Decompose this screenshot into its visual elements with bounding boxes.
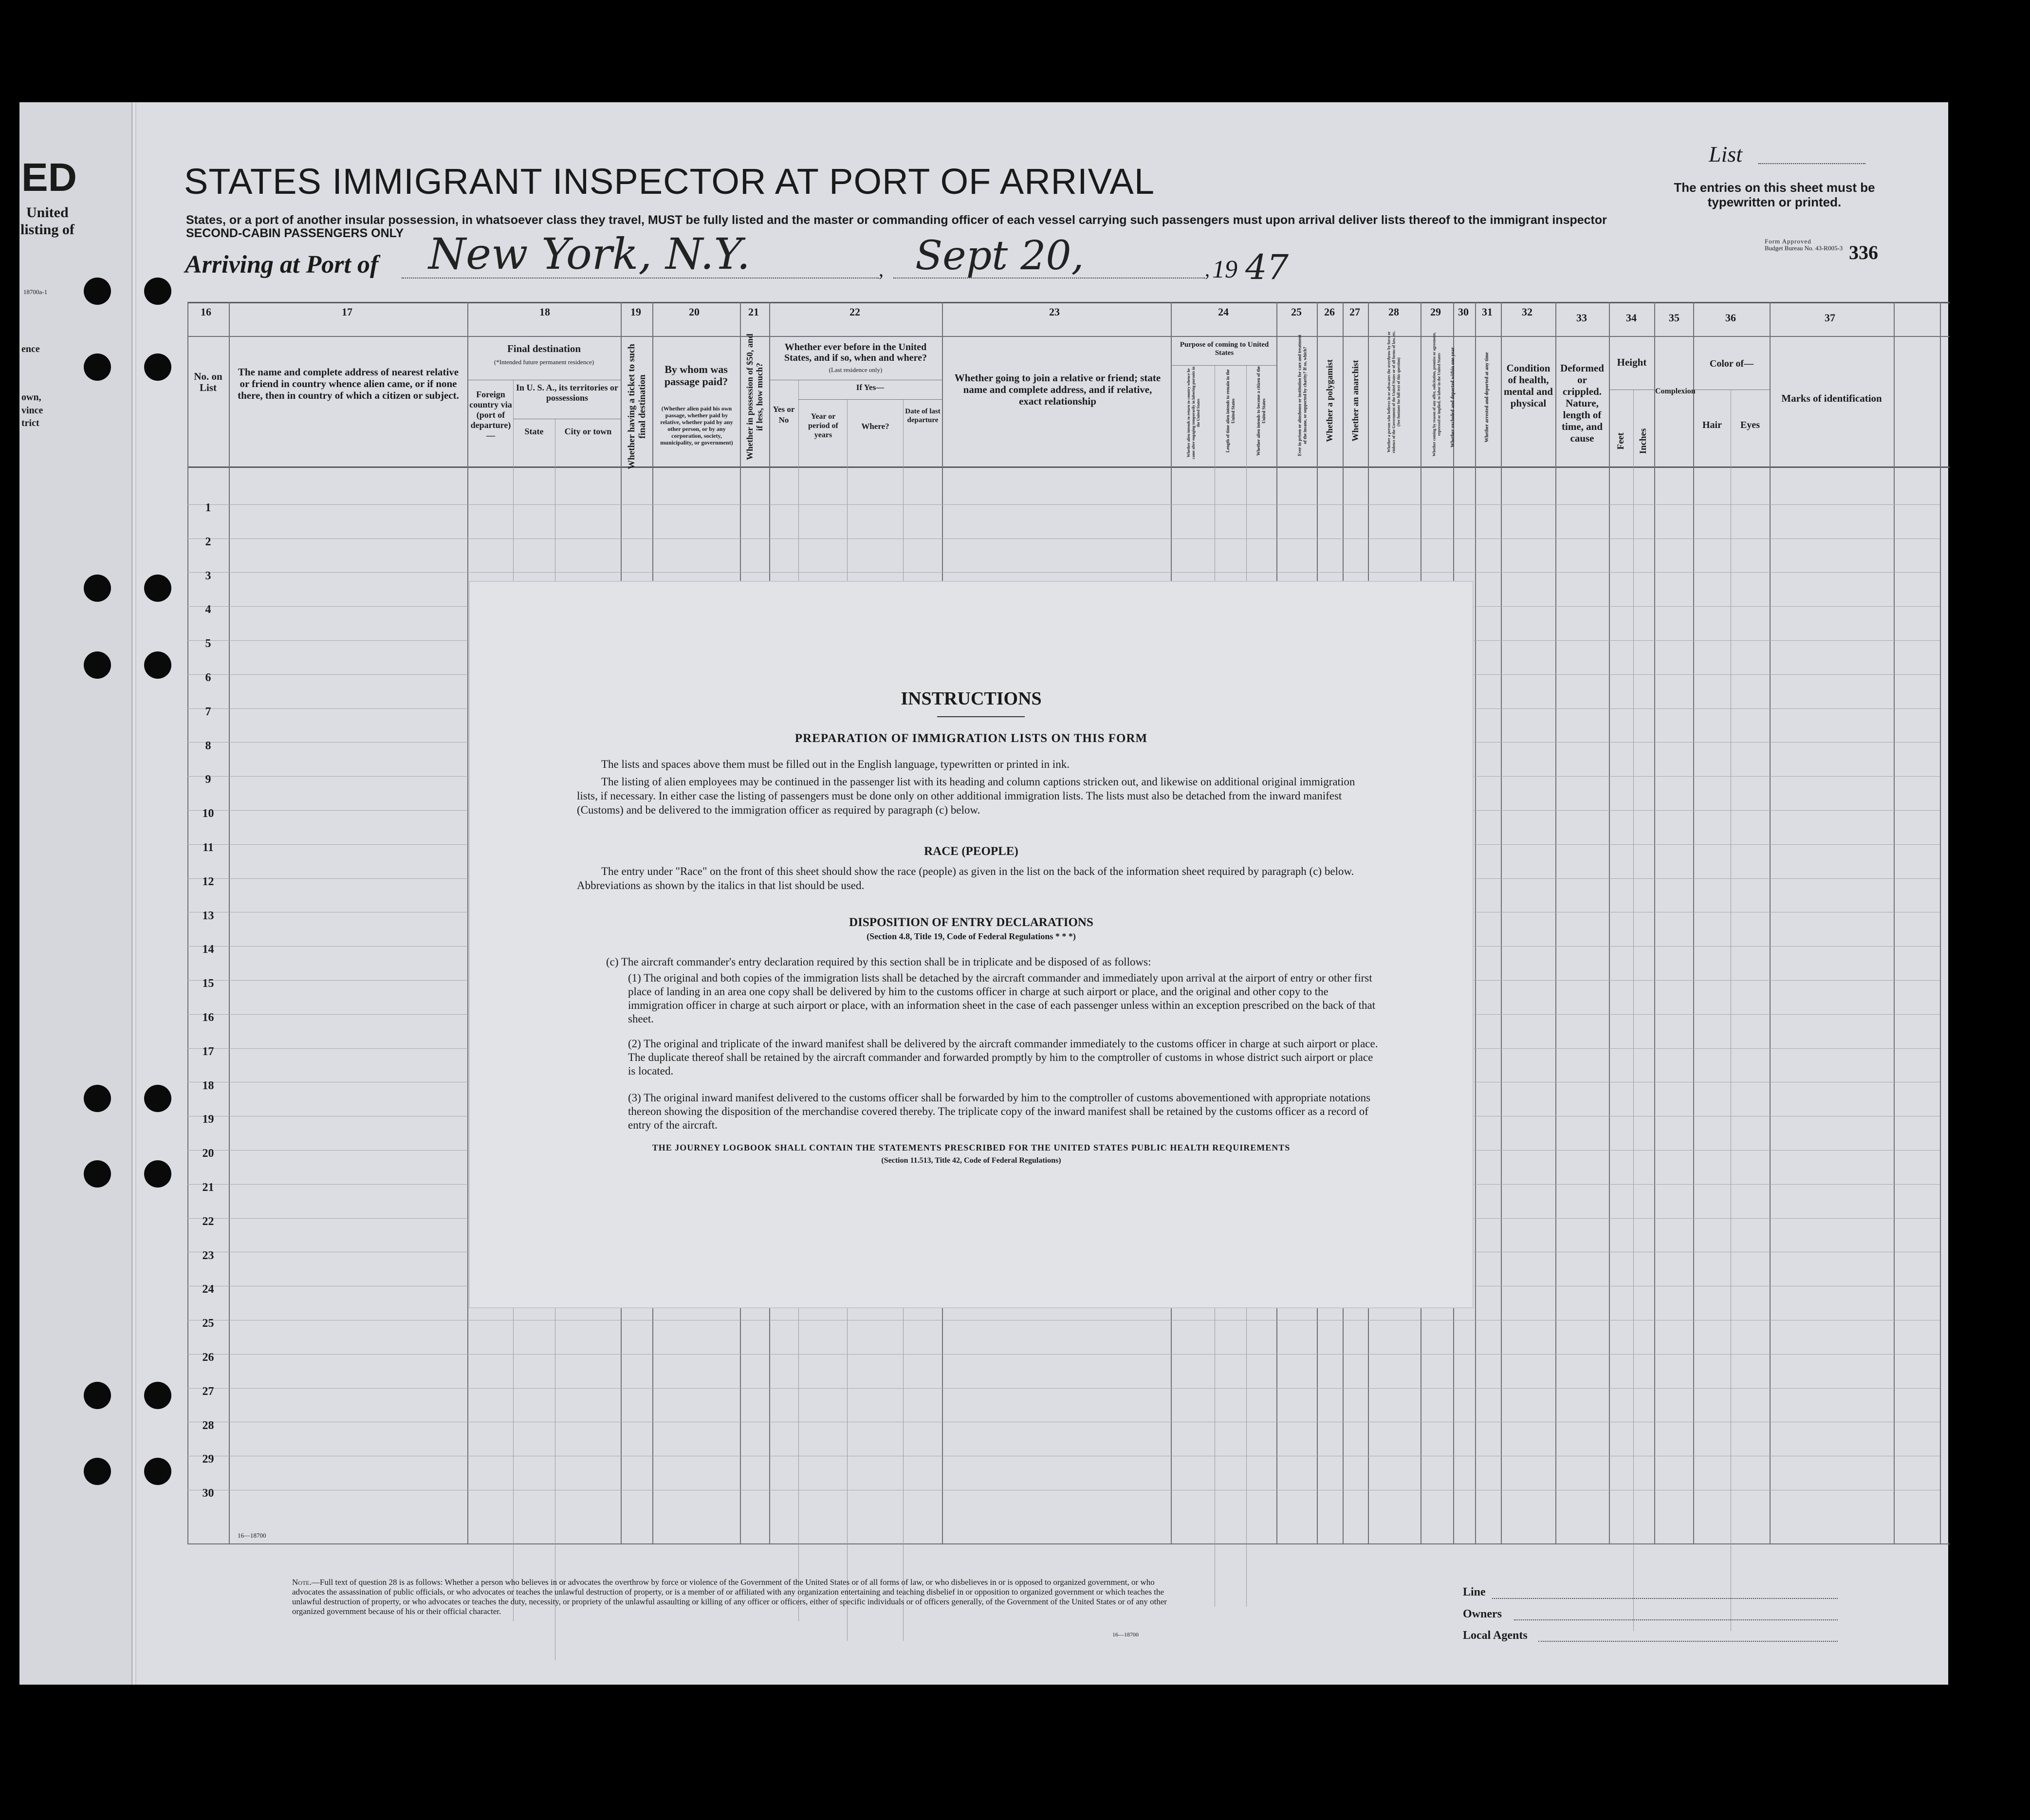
col-num-21: 21 <box>748 306 759 318</box>
punch-hole <box>84 575 111 602</box>
column-line <box>467 302 468 1543</box>
footnote <box>292 1578 1183 1616</box>
row-number: 11 <box>203 841 214 854</box>
row-number: 30 <box>202 1487 214 1500</box>
col18-title: Final destination <box>507 343 581 354</box>
row-number: 16 <box>202 1011 214 1024</box>
left-strip-hdr2: own, <box>21 392 41 403</box>
row-number: 17 <box>202 1045 214 1058</box>
col22-date: Date of last departure <box>905 408 941 424</box>
column-line <box>1940 302 1941 1543</box>
col36-title: Color of— <box>1709 358 1754 369</box>
local-agents-label: Local Agents <box>1463 1629 1528 1642</box>
punch-hole <box>144 1382 171 1409</box>
row-number: 1 <box>205 501 211 514</box>
budget-bureau: Budget Bureau No. 43-R005-3 <box>1765 244 1843 252</box>
punch-hole <box>84 353 111 381</box>
row-number: 14 <box>202 943 214 956</box>
line-underline <box>1492 1598 1838 1599</box>
row-number: 8 <box>205 739 211 752</box>
col-num-25: 25 <box>1291 306 1302 318</box>
col-num-37: 37 <box>1825 312 1835 324</box>
col-num-24: 24 <box>1218 306 1229 318</box>
row-number: 4 <box>205 603 211 616</box>
column-line <box>229 302 230 1543</box>
table-top-rule <box>187 302 1950 303</box>
col25-header: Ever in prison or almshouse or institution for care and treatment of the insane, or supported by charity? If so, which? <box>1297 334 1308 456</box>
form-title: STATES IMMIGRANT INSPECTOR AT PORT OF ARRIVAL <box>184 161 1155 202</box>
col-num-35: 35 <box>1669 312 1679 324</box>
port-handwritten: New York, N.Y. <box>428 229 751 279</box>
punch-hole <box>84 1160 111 1188</box>
page-fold <box>131 102 136 1685</box>
arriving-label: Arriving at Port of <box>185 251 379 279</box>
col24-return: Whether alien intends to return to country whence he came after engaging temporarily in laboring pursuits in the United States <box>1186 367 1200 459</box>
col18-usa: In U. S. A., its territories or possessions <box>516 383 618 403</box>
col22-year: Year or period of years <box>808 412 838 439</box>
form-subtitle: States, or a port of another insular possession, in whatsoever class they travel, MUST be fully listed and the master or commanding officer of each vessel carrying such passengers must upon arrival deliver lists thereof to the immigrant inspector <box>186 213 1607 227</box>
row-rule <box>187 1354 1940 1355</box>
row-number: 28 <box>202 1419 214 1432</box>
comma-separator: , <box>1205 259 1210 280</box>
punch-hole <box>84 1382 111 1409</box>
row-number: 22 <box>202 1215 214 1228</box>
col18-city: City or town <box>564 427 612 436</box>
table-bottom-rule <box>187 1543 1950 1544</box>
instructions-item1: (1) The original and both copies of the immigration lists shall be detached by the aircraft commander and immediately upon arrival at the airport of entry or other first place of landing in an area one copy shall be delivered by him to the customs officer in charge at such airport or place, and the original and other copy to the immigration officer in charge at such airport or place, with an information sheet in the case of each passenger unless within an exception prescribed on the back of that sheet. <box>628 972 1376 1025</box>
date-handwritten: Sept 20, <box>915 233 1084 279</box>
column-line <box>1555 302 1556 1543</box>
col22-where: Where? <box>861 422 889 431</box>
row-number: 24 <box>202 1283 214 1296</box>
col32-header: Condition of health, mental and physical <box>1504 362 1553 409</box>
left-strip-hdr1: ence <box>21 344 40 354</box>
column-line <box>187 302 188 1543</box>
col-num-17: 17 <box>342 306 352 318</box>
row-number: 29 <box>202 1453 214 1466</box>
col-num-16: 16 <box>201 306 211 318</box>
col-num-26: 26 <box>1324 306 1335 318</box>
footnote-lead: Note. <box>292 1578 312 1587</box>
col-num-19: 19 <box>630 306 641 318</box>
left-strip-hdr4: trict <box>21 418 39 428</box>
row-number: 23 <box>202 1249 214 1262</box>
punch-hole <box>84 1458 111 1485</box>
row-number: 20 <box>202 1147 214 1160</box>
instructions-item2: (2) The original and triplicate of the inward manifest shall be delivered by the aircraft commander immediately to the customs officer in charge at such airport or place. The duplicate thereof shall be retained by the aircraft commander and forwarded promptly by him to the comptroller of customs in whose district such airport or place is located. <box>628 1038 1378 1077</box>
row-rule <box>187 1388 1940 1389</box>
col22-title: Whether ever before in the United States, and if so, when and where? <box>784 342 927 363</box>
instructions-item3: (3) The original inward manifest delivered to the customs officer shall be forwarded by him to the comptroller of customs abovementioned with appropriate notations thereon showing the disposition of the merchandise covered thereby. The triplicate copy of the inward manifest shall be retained by the customs officer as a record of entry of the aircraft. <box>628 1092 1371 1131</box>
instructions-p3: The entry under "Race" on the front of this sheet should show the race (people) as given in the list on the back of the information sheet required by paragraph (c) below. Abbreviations as shown by the italics in that list should be used. <box>577 865 1354 891</box>
row-number: 27 <box>202 1385 214 1398</box>
table-header-bottom-rule <box>187 466 1950 468</box>
col-num-22: 22 <box>849 306 860 318</box>
col33-header: Deformed or crippled. Nature, length of time, and cause <box>1560 362 1604 444</box>
instructions-title: INSTRUCTIONS <box>901 688 1042 709</box>
row-rule <box>187 504 1940 505</box>
instructions-disposition-sub: (Section 4.8, Title 19, Code of Federal Regulations * * *) <box>867 931 1076 941</box>
col36-eyes: Eyes <box>1740 420 1760 430</box>
col24-length: Length of time alien intends to remain in the United States <box>1225 369 1236 453</box>
col23-header: Whether going to join a relative or friend; state name and complete address, and if relative, exact relationship <box>954 372 1161 407</box>
row-number: 12 <box>202 875 214 888</box>
col20-title: By whom was passage paid? <box>664 363 728 388</box>
col-num-32: 32 <box>1522 306 1532 318</box>
left-strip-code: 18700a-1 <box>23 288 48 296</box>
punch-hole <box>144 1458 171 1485</box>
page-number: 336 <box>1849 241 1878 263</box>
col17-header: The name and complete address of nearest relative or friend in country whence alien came, or if none there, then in country of which a citizen or subject. <box>238 366 459 401</box>
instructions-heading-disposition: DISPOSITION OF ENTRY DECLARATIONS <box>849 916 1093 929</box>
col20-note: (Whether alien paid his own passage, whether paid by relative, whether paid by any other person, or by any corporation, society, municipality, or government) <box>660 405 733 446</box>
row-number: 18 <box>202 1079 214 1092</box>
col-num-23: 23 <box>1049 306 1060 318</box>
col-num-27: 27 <box>1349 306 1360 318</box>
col-num-33: 33 <box>1576 312 1587 324</box>
row-number: 19 <box>202 1113 214 1126</box>
col-num-34: 34 <box>1626 312 1637 324</box>
owners-label: Owners <box>1463 1608 1502 1620</box>
col27-header: Whether an anarchist <box>1350 360 1360 442</box>
left-page-strip <box>19 102 136 1685</box>
left-strip-line1: United <box>26 204 69 221</box>
punch-hole <box>144 1085 171 1112</box>
col28-header: Whether a person who believes in or advocates the overthrow by force or violence of the Government of the United States or of all forms of law, etc. (See footnote for full text of this question) <box>1386 331 1401 453</box>
instructions-footer: THE JOURNEY LOGBOOK SHALL CONTAIN THE STATEMENTS PRESCRIBED FOR THE UNITED STATES PUBLIC HEALTH REQUIREMENTS <box>652 1143 1291 1152</box>
row-number: 26 <box>202 1351 214 1364</box>
col18-subtitle: (*Intended future permanent residence) <box>494 358 594 366</box>
col31-header: Whether arrested and deported at any time <box>1484 352 1490 443</box>
instructions-p2: The listing of alien employees may be continued in the passenger list with its heading and column captions stricken out, and likewise on additional original immigration lists, if necessary. In either case the listing of passengers must be done only on other additional immigration lists. The lists must also be detached from the inward manifest (Customs) and be delivered to the immigration officer as required by paragraph (c) below. <box>577 776 1355 816</box>
instructions-p4: (c) The aircraft commander's entry declaration required by this section shall be in triplicate and be disposed of as follows: <box>606 956 1151 968</box>
row-rule <box>187 572 1940 573</box>
punch-hole <box>84 1085 111 1112</box>
col-num-36: 36 <box>1725 312 1736 324</box>
col-num-31: 31 <box>1482 306 1493 318</box>
row-number: 25 <box>202 1317 214 1330</box>
row-number: 21 <box>202 1181 214 1194</box>
punch-hole <box>144 651 171 679</box>
row-number: 13 <box>202 909 214 922</box>
col37-header: Marks of identification <box>1781 392 1882 404</box>
col22-yesno: Yes or No <box>773 405 795 425</box>
instructions-heading-preparation: PREPARATION OF IMMIGRATION LISTS ON THIS FORM <box>794 732 1148 745</box>
line-label: Line <box>1463 1586 1486 1598</box>
col36-hair: Hair <box>1702 420 1722 430</box>
row-number: 3 <box>205 569 211 582</box>
col34-title: Height <box>1617 356 1647 368</box>
column-line <box>1633 390 1634 1631</box>
col-num-20: 20 <box>689 306 700 318</box>
col30-header: Whether excluded and deported within one year <box>1450 347 1456 447</box>
column-line <box>1501 302 1502 1543</box>
punch-hole <box>84 651 111 679</box>
left-strip-hdr3: vince <box>21 405 43 416</box>
row-number: 9 <box>205 773 211 786</box>
title-rule <box>937 716 1025 717</box>
col-num-28: 28 <box>1388 306 1399 318</box>
column-line <box>1654 302 1655 1543</box>
list-label: List <box>1709 142 1743 167</box>
left-strip-line2: listing of <box>20 222 74 238</box>
col18-state: State <box>524 427 544 436</box>
instructions-heading-race: RACE (PEOPLE) <box>924 845 1018 858</box>
punch-hole <box>144 1160 171 1188</box>
col34-inches: Inches <box>1638 428 1648 454</box>
comma-separator: , <box>879 259 884 280</box>
row-number: 15 <box>202 977 214 990</box>
form-approved: Form Approved <box>1765 238 1811 245</box>
punch-hole <box>144 575 171 602</box>
column-line <box>1693 302 1694 1543</box>
col21-header: Whether in possession of $50, and if less, how much? <box>745 334 764 460</box>
col19-header: Whether having a ticket to such final destination <box>627 344 647 469</box>
table-number-rule <box>187 336 1950 337</box>
row-number: 5 <box>205 637 211 650</box>
subheader-rule <box>798 399 942 400</box>
col22-ifyes: If Yes— <box>856 383 885 392</box>
year-handwritten: 47 <box>1245 247 1289 287</box>
col34-feet: Feet <box>1616 432 1626 450</box>
punch-hole <box>84 278 111 305</box>
column-line <box>1770 302 1771 1543</box>
instructions-sheet <box>470 582 1473 1307</box>
footnote-text: —Full text of question 28 is as follows: Whether a person who believes in or advocates the overthrow by force or violence of the Government of the United States or of all forms of law, or who disbelieves in or is opposed to organized government, or who advocates the assassination of public officials, or who advocates or teaches the unlawful destruction of property, or is a member of or affiliated with any organization entertaining and teaching disbelief in or opposition to organized government or which teaches the unlawful destruction of property, or who advocates or teaches the duty, necessity, or propriety of the unlawful assaulting or killing of any officer or officers, either of specific individuals or of officers generally, of the Government of the United States or of any other organized government because of his or their official character. <box>292 1578 1167 1616</box>
local-agents-underline <box>1538 1641 1838 1642</box>
col18-foreign: Foreign country via (port of departure)— <box>469 390 512 440</box>
instructions-p1: The lists and spaces above them must be filled out in the English language, typewritten or printed in ink. <box>601 758 1070 770</box>
col29-header: Whether coming by reason of any offer, solicitation, promise or agreement, expressed or implied, to labor in the United States <box>1432 332 1441 457</box>
column-line <box>1609 302 1610 1543</box>
form-code: 16—18700 <box>238 1532 266 1539</box>
row-number: 10 <box>202 807 214 820</box>
punch-hole <box>144 353 171 381</box>
second-cabin-label: SECOND-CABIN PASSENGERS ONLY <box>186 226 404 240</box>
instructions-footer-sub: (Section 11.513, Title 42, Code of Federal Regulations) <box>881 1156 1061 1165</box>
col35-header: Complexion <box>1655 387 1696 395</box>
column-line <box>1894 302 1895 1543</box>
col24-citizen: Whether alien intends to become a citizen of the United States <box>1256 366 1266 456</box>
column-line <box>1475 302 1476 1543</box>
footnote-code: 16—18700 <box>1112 1631 1139 1638</box>
year-prefix: 19 <box>1212 256 1237 283</box>
punch-hole <box>144 278 171 305</box>
col-num-29: 29 <box>1430 306 1441 318</box>
col16-header: No. on List <box>194 371 222 393</box>
col-num-30: 30 <box>1458 306 1469 318</box>
owners-underline <box>1514 1619 1838 1620</box>
col-num-18: 18 <box>539 306 550 318</box>
row-number: 2 <box>205 535 211 548</box>
col22-subtitle: (Last residence only) <box>829 366 883 373</box>
col24-title: Purpose of coming to United States <box>1180 341 1269 357</box>
list-underline <box>1758 163 1865 164</box>
row-number: 7 <box>205 705 211 718</box>
row-number: 6 <box>205 671 211 684</box>
entries-note: The entries on this sheet must be typewritten or printed. <box>1674 180 1875 209</box>
col26-header: Whether a polygamist <box>1325 359 1334 442</box>
left-strip-letters: ED <box>21 155 77 200</box>
